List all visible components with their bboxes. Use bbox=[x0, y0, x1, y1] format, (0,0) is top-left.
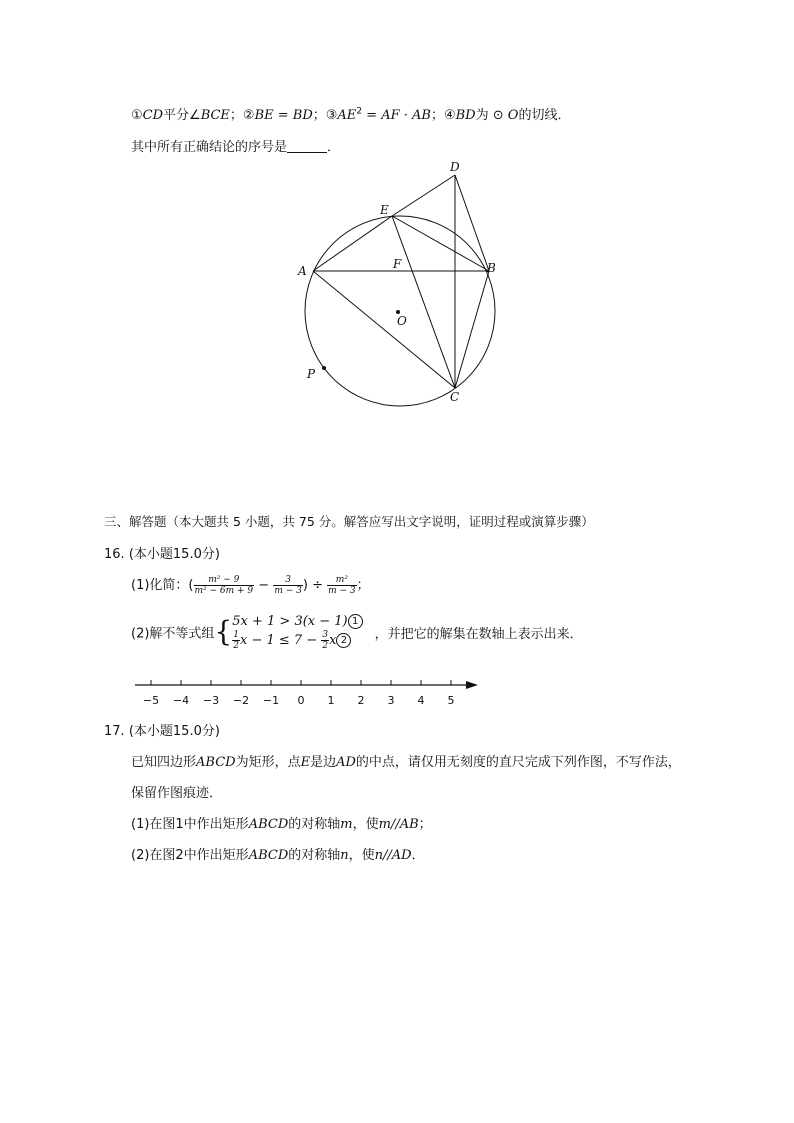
q17-number: 17. bbox=[104, 724, 125, 739]
seg-ed bbox=[392, 175, 455, 216]
sep-2: ；③ bbox=[312, 108, 338, 123]
frac-1-den: m² − 6m + 9 bbox=[194, 586, 254, 596]
p1-a: (1)在图1中作出矩形 bbox=[131, 817, 249, 832]
p2-n: n bbox=[340, 848, 349, 863]
p2-tail: ，并把它的解集在数轴上表示出来． bbox=[374, 626, 583, 642]
ineq-1-mark: 1 bbox=[348, 614, 363, 629]
number-line-ticks bbox=[143, 680, 455, 707]
number-line bbox=[130, 672, 490, 712]
seg-bc bbox=[455, 271, 489, 388]
mark-1: ① bbox=[131, 108, 143, 123]
ineq-2-frac2 bbox=[321, 630, 329, 651]
frac-3-num: m² bbox=[335, 575, 348, 585]
tick-label: −5 bbox=[142, 694, 160, 707]
ineq-2 bbox=[232, 630, 362, 651]
c1-var: CD bbox=[142, 108, 164, 123]
seg-eb bbox=[392, 216, 489, 271]
c3-sup: 2 bbox=[356, 106, 363, 117]
label-p: P bbox=[307, 367, 316, 381]
ineq-2-end: x bbox=[329, 633, 337, 648]
p1-e: ，使 bbox=[352, 817, 379, 832]
c4-text: 为 ⊙ bbox=[475, 108, 508, 123]
p1-end: ； bbox=[356, 578, 370, 593]
tick-label: −4 bbox=[172, 694, 190, 707]
ineq-1 bbox=[232, 613, 362, 630]
q17-title bbox=[104, 720, 220, 739]
c4-o: O bbox=[507, 108, 519, 123]
c3-a: AE bbox=[337, 108, 357, 123]
tick-label: −2 bbox=[232, 694, 250, 707]
c3-b: = AF · AB bbox=[362, 108, 431, 123]
l1-edge: 是边 bbox=[310, 755, 337, 770]
p2-label: (2)解不等式组 bbox=[131, 626, 215, 642]
l1-ad: AD bbox=[336, 755, 356, 770]
ineq-2-mark: 2 bbox=[336, 633, 351, 648]
point-p bbox=[322, 366, 326, 370]
op-div: ) ÷ bbox=[302, 578, 328, 593]
q16-part1 bbox=[131, 574, 370, 596]
ineq-2-mid: x − 1 ≤ 7 − bbox=[239, 633, 322, 648]
tick-label: 2 bbox=[357, 694, 365, 707]
p1-c: 的对称轴 bbox=[288, 817, 341, 832]
label-o: O bbox=[397, 314, 407, 328]
l1-g: 的中点，请仅用无刻度的直尺完成下列作图，不写作法， bbox=[355, 755, 681, 770]
q17-part1 bbox=[131, 813, 432, 832]
c2-eq: BE = BD bbox=[254, 108, 313, 123]
seg-ae bbox=[313, 216, 392, 271]
label-d: D bbox=[450, 160, 460, 174]
label-a: A bbox=[298, 264, 307, 278]
p2-g: ． bbox=[411, 848, 425, 863]
q17-part2 bbox=[131, 844, 425, 863]
tick-label: 0 bbox=[297, 694, 305, 707]
ineq-2-frac2-den: 2 bbox=[322, 641, 329, 651]
tick-label: 4 bbox=[417, 694, 425, 707]
question-text: 其中所有正确结论的序号是 bbox=[131, 140, 288, 155]
c1-angle: BCE bbox=[200, 108, 230, 123]
l1-e: E bbox=[300, 755, 311, 770]
frac-3-den: m − 3 bbox=[328, 586, 356, 596]
tick-label: 5 bbox=[447, 694, 455, 707]
question-end: ． bbox=[327, 140, 341, 155]
p1-abcd: ABCD bbox=[248, 817, 289, 832]
p1-g: ； bbox=[418, 817, 432, 832]
op-minus: − bbox=[254, 578, 274, 593]
tick-label: 1 bbox=[327, 694, 335, 707]
q15-figure bbox=[0, 0, 794, 420]
q17-line1 bbox=[131, 751, 681, 770]
number-line-arrow bbox=[466, 681, 478, 689]
sep-3: ；④ bbox=[430, 108, 456, 123]
ineq-2-frac bbox=[232, 630, 240, 651]
tick-label: −1 bbox=[262, 694, 280, 707]
c4-tail: 的切线． bbox=[518, 108, 571, 123]
p2-a: (2)在图2中作出矩形 bbox=[131, 848, 249, 863]
label-e: E bbox=[380, 203, 389, 217]
p1-parallel: m//AB bbox=[378, 817, 419, 832]
frac-2-num: 3 bbox=[285, 575, 291, 585]
l1-abcd: ABCD bbox=[196, 755, 236, 770]
p2-parallel: n//AD bbox=[374, 848, 412, 863]
p2-e: ，使 bbox=[348, 848, 375, 863]
c4-var: BD bbox=[455, 108, 476, 123]
l1-c: 为矩形，点 bbox=[235, 755, 301, 770]
ineq-2-frac-den: 2 bbox=[233, 641, 239, 651]
tick-label: −3 bbox=[202, 694, 220, 707]
frac-3 bbox=[327, 575, 357, 596]
frac-1 bbox=[194, 575, 255, 596]
c1-text: 平分∠ bbox=[163, 108, 201, 123]
label-b: B bbox=[487, 261, 496, 275]
label-f: F bbox=[393, 257, 402, 271]
ineq-2-frac2-num: 3 bbox=[322, 630, 329, 640]
q16-part2 bbox=[131, 613, 583, 651]
section3-header: 三、解答题（本大题共 5 小题，共 75 分。解答应写出文字说明，证明过程或演算步骤） bbox=[104, 514, 594, 529]
p2-abcd: ABCD bbox=[248, 848, 289, 863]
system-brace: { bbox=[214, 615, 233, 648]
tick-label: 3 bbox=[387, 694, 395, 707]
system-lines bbox=[232, 613, 362, 651]
label-c: C bbox=[450, 390, 460, 404]
p1-m: m bbox=[340, 817, 353, 832]
seg-db bbox=[455, 175, 489, 271]
q17-line2: 保留作图痕迹． bbox=[131, 786, 223, 801]
q17-score: (本小题15.0分) bbox=[128, 724, 220, 739]
l1-a: 已知四边形 bbox=[131, 755, 197, 770]
frac-2 bbox=[273, 575, 303, 596]
q16-title bbox=[104, 543, 220, 562]
ineq-1-text: 5x + 1 > 3(x − 1) bbox=[232, 614, 348, 629]
frac-1-num: m² − 9 bbox=[208, 575, 240, 585]
circle-o bbox=[305, 216, 495, 406]
q16-number: 16. bbox=[104, 547, 125, 562]
p2-c: 的对称轴 bbox=[288, 848, 341, 863]
frac-2-den: m − 3 bbox=[274, 586, 302, 596]
ineq-2-frac-num: 1 bbox=[233, 630, 239, 640]
p1-label: (1)化简：( bbox=[131, 578, 194, 593]
q16-score: (本小题15.0分) bbox=[128, 547, 220, 562]
sep-1: ；② bbox=[229, 108, 255, 123]
